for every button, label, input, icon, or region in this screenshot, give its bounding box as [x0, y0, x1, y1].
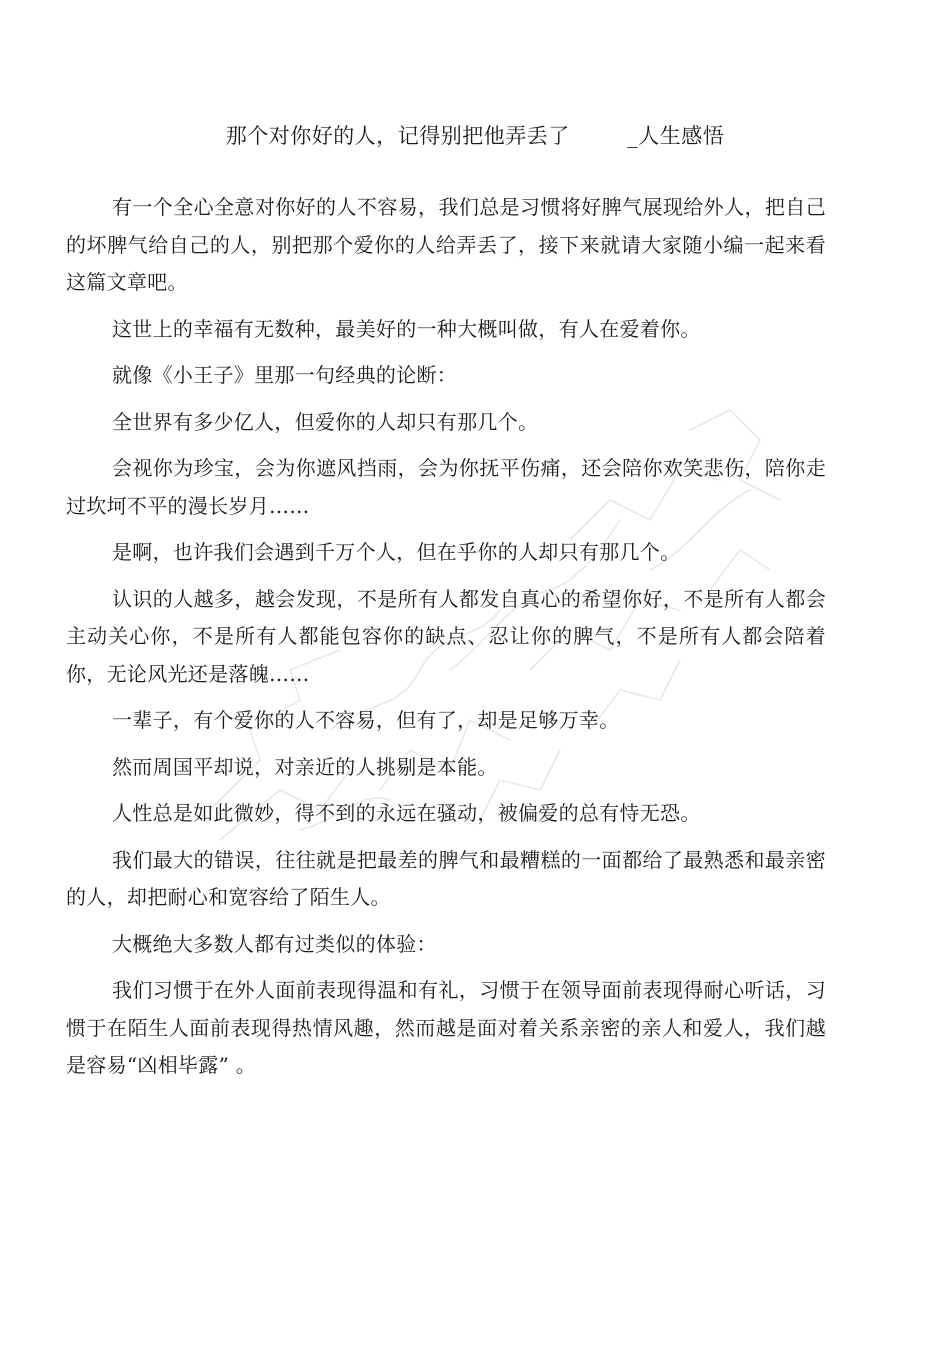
- paragraph-intro: 有一个全心全意对你好的人不容易，我们总是习惯将好脾气展现给外人，把自己的坏脾气给自己的人，别把那个爱你的人给弄丢了，接下来就请大家随小编一起来看这篇文章吧。: [66, 195, 826, 294]
- paragraph: 这世上的幸福有无数种，最美好的一种大概叫做，有人在爱着你。: [112, 316, 701, 341]
- paragraph: 会视你为珍宝，会为你遮风挡雨，会为你抚平伤痛，还会陪你欢笑悲伤，陪你走过坎坷不平的漫长岁月……: [66, 456, 826, 518]
- paragraph: 我们习惯于在外人面前表现得温和有礼，习惯于在领导面前表现得耐心听话，习惯于在陌生人面前表现得热情风趣，然而越是面对着关系亲密的亲人和爱人，我们越是容易“凶相毕露” 。: [66, 978, 826, 1077]
- paragraph: 一辈子，有个爱你的人不容易，但有了，却是足够万幸。: [112, 708, 620, 732]
- paragraph: 人性总是如此微妙，得不到的永远在骚动，被偏爱的总有恃无恐。: [112, 801, 701, 825]
- article-title: 那个对你好的人，记得别把他弄丢了 _人生感悟: [225, 124, 725, 148]
- paragraph: 就像《小王子》里那一句经典的论断：: [112, 363, 458, 387]
- paragraph: 我们最大的错误，往往就是把最差的脾气和最糟糕的一面都给了最熟悉和最亲密的人，却把耐心和宽容给了陌生人。: [66, 847, 826, 909]
- paragraph: 然而周国平却说，对亲近的人挑剔是本能。: [112, 754, 498, 779]
- article-body: [66, 189, 826, 1094]
- paragraph: 全世界有多少亿人，但爱你的人却只有那几个。: [112, 409, 539, 434]
- paragraph: 认识的人越多，越会发现，不是所有人都发自真心的希望你好，不是所有人都会主动关心你，不是所有人都能包容你的缺点、忍让你的脾气，不是所有人都会陪着你，无论风光还是落魄……: [66, 586, 826, 686]
- paragraph: 是啊，也许我们会遇到千万个人，但在乎你的人却只有那几个。: [112, 540, 681, 564]
- paragraph: 大概绝大多数人都有过类似的体验：: [112, 931, 437, 956]
